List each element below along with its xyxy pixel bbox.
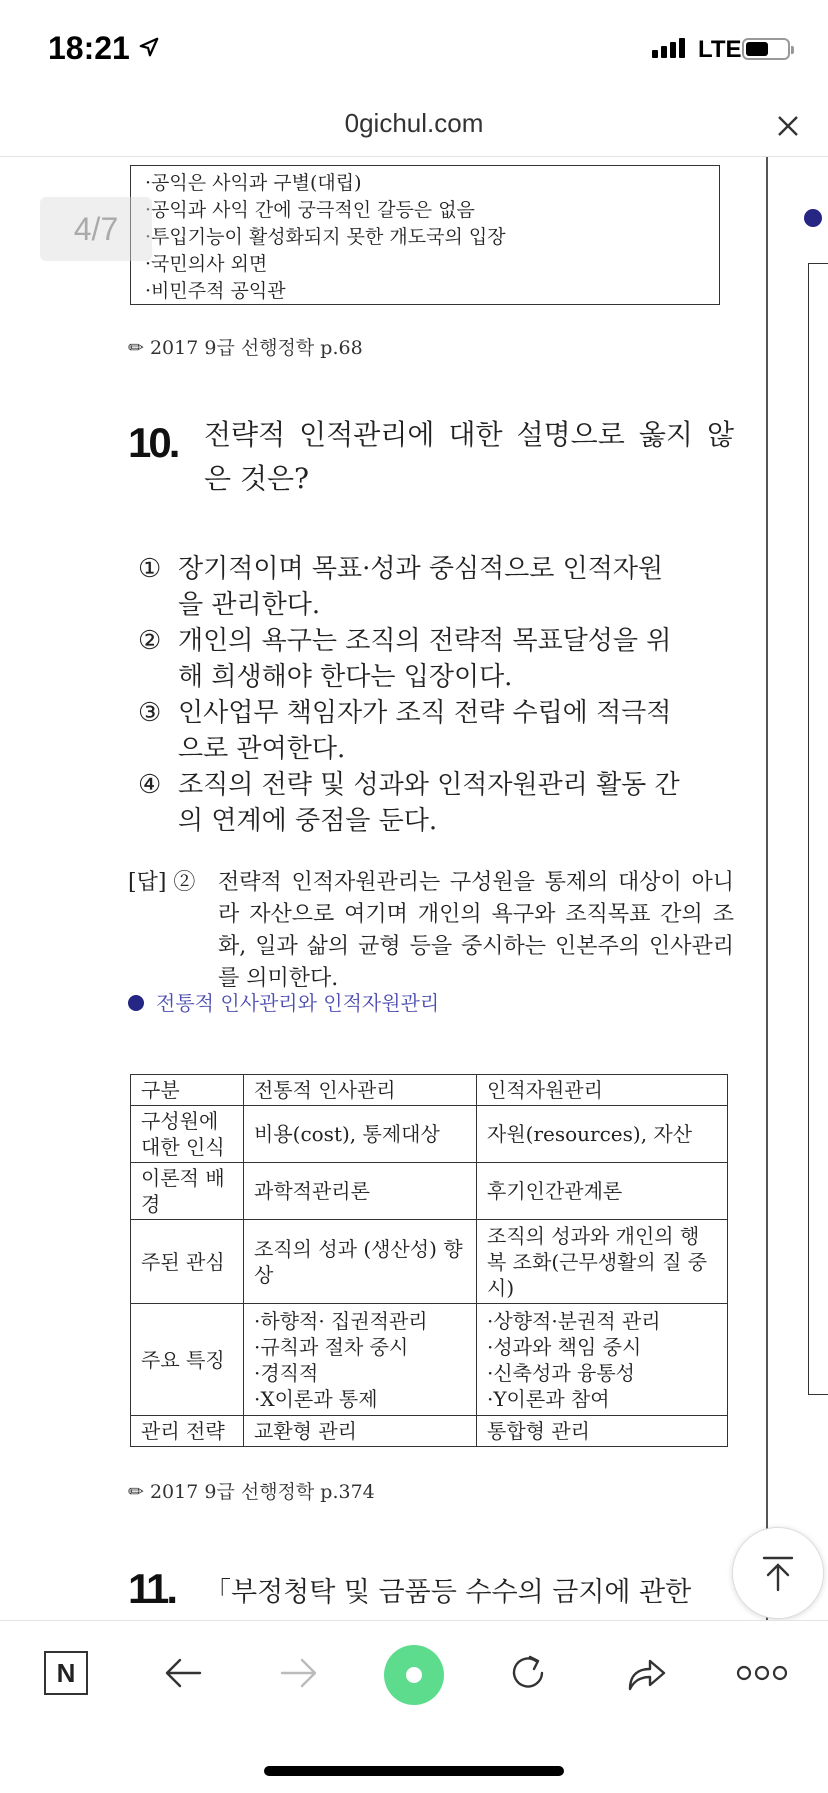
box-line: ·공익은 사익과 구별(대립) (145, 172, 362, 194)
comparison-table (130, 1074, 728, 1447)
close-icon[interactable] (774, 112, 802, 140)
table-cell: 통합형 관리 (477, 1416, 728, 1447)
naver-home-button[interactable]: N (44, 1651, 88, 1695)
table-row (131, 1106, 728, 1163)
table-cell: 구성원에 대한 인식 (131, 1106, 244, 1163)
option-2: ② 개인의 욕구는 조직의 전략적 목표달성을 위 해 희생해야 한다는 입장이다. (138, 626, 672, 692)
pencil-icon: ✏ (128, 1481, 150, 1503)
table-cell: 과학적관리론 (244, 1163, 477, 1220)
table-cell: 관리 전략 (131, 1416, 244, 1447)
table-cell: 주요 특징 (131, 1304, 244, 1416)
next-page-bullet-icon (804, 209, 822, 227)
section-title: 전통적 인사관리와 인적자원관리 (128, 987, 439, 1016)
summary-box (130, 165, 720, 305)
table-cell: 자원(resources), 자산 (477, 1106, 728, 1163)
battery-icon (742, 38, 790, 60)
table-cell: 이론적 배경 (131, 1163, 244, 1220)
table-header-row (131, 1075, 728, 1106)
option-3: ③ 인사업무 책임자가 조직 전략 수립에 적극적 으로 관여한다. (138, 698, 672, 764)
bullet-dot-icon (128, 995, 144, 1011)
table-row (131, 1304, 728, 1416)
question-text: 전략적 인적관리에 대한 설명으로 옳지 않은 것은? (204, 418, 734, 495)
browser-url-bar (0, 100, 828, 157)
answer-body: 전략적 인적자원관리는 구성원을 통제의 대상이 아니라 자산으로 여기며 개인의 욕구와 조직목표 간의 조화, 일과 삶의 균형 등을 중시하는 인본주의 인사관리를 의미한다. (218, 870, 734, 991)
question-number-next: 11. (128, 1565, 176, 1612)
url-text[interactable]: 0gichul.com (344, 108, 484, 138)
source-ref-2: ✏ 2017 9급 선행정학 p.374 (128, 1481, 375, 1503)
refresh-icon[interactable] (504, 1649, 552, 1697)
green-dot-button[interactable] (384, 1645, 444, 1705)
page-divider (766, 157, 768, 1620)
signal-icon (652, 38, 688, 58)
table-header-cell: 인적자원관리 (477, 1075, 728, 1106)
table-row (131, 1416, 728, 1447)
table-header-cell: 구분 (131, 1075, 244, 1106)
table-cell: 비용(cost), 통제대상 (244, 1106, 477, 1163)
table-header-cell: 전통적 인사관리 (244, 1075, 477, 1106)
table-cell: 주된 관심 (131, 1220, 244, 1304)
table-row (131, 1163, 728, 1220)
option-1: ① 장기적이며 목표·성과 중심적으로 인적자원 을 관리한다. (138, 554, 664, 620)
question-number: 10. (128, 419, 178, 466)
option-4: ④ 조직의 전략 및 성과와 인적자원관리 활동 간 의 연계에 중점을 둔다. (138, 770, 680, 836)
scroll-top-button[interactable] (732, 1527, 824, 1619)
box-line: ·투입기능이 활성화되지 못한 개도국의 입장 (145, 226, 506, 248)
box-line: ·국민의사 외면 (145, 253, 268, 275)
table-cell: ·하향적· 집권적관리 ·규칙과 절차 중시 ·경직적 ·X이론과 통제 (244, 1304, 477, 1416)
box-line: ·공익과 사익 간에 궁극적인 갈등은 없음 (145, 199, 475, 221)
share-icon[interactable] (622, 1649, 670, 1697)
network-label: LTE (698, 36, 742, 63)
arrow-up-icon (733, 1528, 823, 1618)
pencil-icon: ✏ (128, 337, 150, 359)
page-indicator: 4/7 (40, 197, 152, 261)
table-cell: 후기인간관계론 (477, 1163, 728, 1220)
location-arrow-icon (138, 36, 160, 58)
table-cell: 교환형 관리 (244, 1416, 477, 1447)
next-page-box (808, 263, 828, 1395)
question-text-next: 「부정청탁 및 금품등 수수의 금지에 관한 (204, 1577, 692, 1608)
source-ref-1: ✏ 2017 9급 선행정학 p.68 (128, 337, 363, 359)
status-bar (0, 0, 828, 100)
answer-explanation (128, 867, 734, 995)
table-cell: ·상향적·분권적 관리 ·성과와 책임 중시 ·신축성과 융통성 ·Y이론과 참여 (477, 1304, 728, 1416)
forward-arrow-icon[interactable] (274, 1649, 322, 1697)
home-indicator (264, 1766, 564, 1776)
table-cell: 조직의 성과와 개인의 행복 조화(근무생활의 질 중시) (477, 1220, 728, 1304)
answer-label: [답] ② (128, 870, 196, 895)
box-line: ·비민주적 공익관 (145, 280, 286, 302)
status-time: 18:21 (48, 30, 130, 66)
document-view[interactable] (0, 157, 828, 1620)
table-row (131, 1220, 728, 1304)
more-menu-icon[interactable] (734, 1649, 790, 1697)
table-cell: 조직의 성과 (생산성) 향상 (244, 1220, 477, 1304)
back-arrow-icon[interactable] (160, 1649, 208, 1697)
